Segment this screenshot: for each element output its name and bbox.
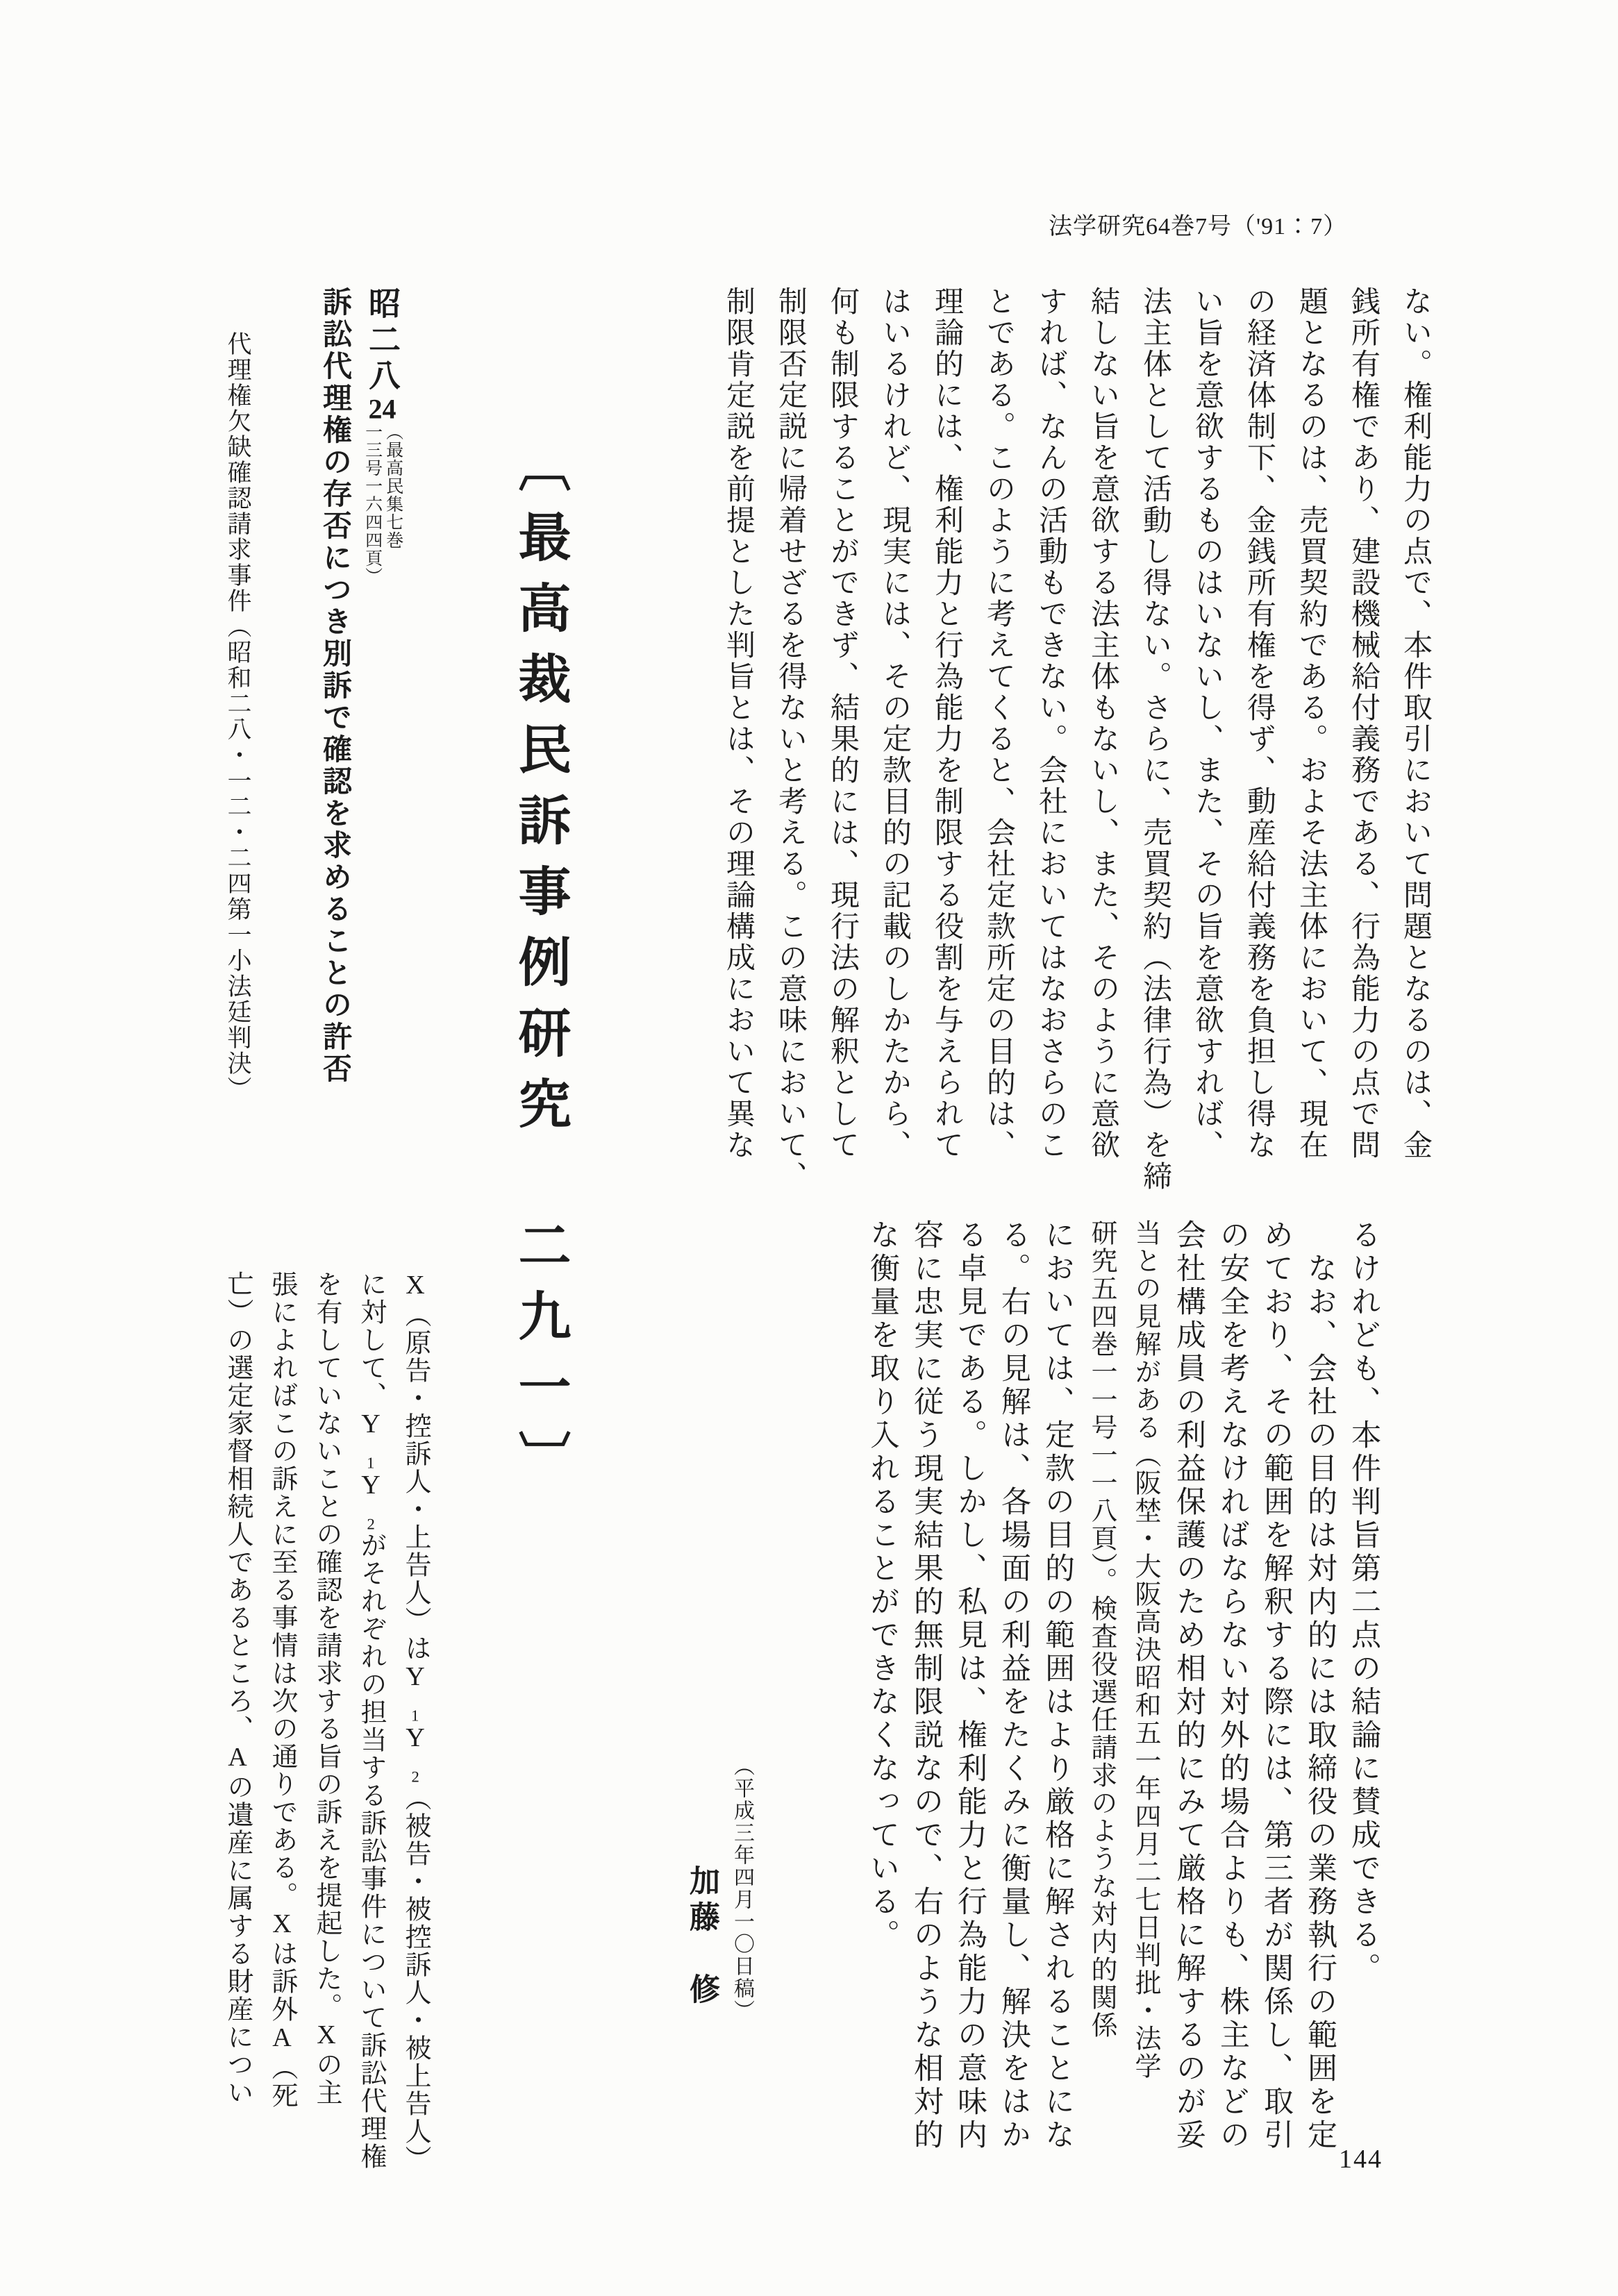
text-line: 亡）の選定家督相続人であるところ、Aの遺産に属する財産につい xyxy=(223,1271,252,2106)
text-line: るけれども、本件判旨第二点の結論に賛成できる。 xyxy=(1347,1219,1380,1986)
text-line: を有していないことの確認を請求する旨の訴えを提起した。Xの主 xyxy=(312,1271,341,2106)
manuscript-date: （平成三年四月一〇日稿） xyxy=(731,1755,753,2022)
text-line: 何も制限することができず、結果的には、現行法の解釈として xyxy=(826,286,858,1161)
prev-note-paragraph-1 xyxy=(694,286,1441,1192)
text-line: 制限肯定説を前提とした判旨とは、その理論構成において異な xyxy=(722,286,754,1161)
text-line: の安全を考えなければならない対外的場合よりも、株主などの xyxy=(1216,1219,1249,2152)
text-line: X（原告・控訴人・上告人）はY₁Y₂（被告・被控訴人・被上告人） xyxy=(401,1271,430,2173)
text-line: においては、定款の目的の範囲はより厳格に解されることにな xyxy=(1041,1219,1074,2152)
journal-issue-header: 法学研究64巻7号（'91：7） xyxy=(1049,214,1348,240)
page-number: 144 xyxy=(1339,2145,1383,2174)
text-line: い旨を意欲するものはいないし、また、その旨を意欲すれば、 xyxy=(1191,286,1223,1161)
case-citation-line-1: （最高民集七巻 xyxy=(383,423,403,549)
series-title: 〔最高裁民訴事例研究 二九一〕 xyxy=(510,439,569,1501)
text-line: ない。権利能力の点で、本件取引において問題となるのは、金 xyxy=(1399,286,1431,1161)
text-line: 制限否定説に帰着せざるを得ないと考える。この意味において、 xyxy=(774,286,806,1192)
text-line: とである。このように考えてくると、会社定款所定の目的は、 xyxy=(983,286,1015,1161)
text-line: すれば、なんの活動もできない。会社においてはなおさらのこ xyxy=(1035,286,1067,1161)
case-subheading: 代理権欠缺確認請求事件（昭和二八・一二・二四第一小法廷判決） xyxy=(224,331,251,1102)
text-line: の経済体制下、金銭所有権を得ず、動産給付義務を負担し得な xyxy=(1243,286,1275,1161)
case-facts xyxy=(208,1271,437,2173)
text-line: 張によればこの訴えに至る事情は次の通りである。Xは訴外A（死 xyxy=(267,1271,297,2109)
case-citation xyxy=(362,423,403,596)
text-line: 会社構成員の利益保護のため相対的にみて厳格に解するのが妥 xyxy=(1172,1219,1205,2152)
text-line: な衡量を取り入れることができなくなっている。 xyxy=(866,1219,899,1952)
text-line-citation: 当との見解がある（阪埜・大阪高決昭和五一年四月二七日判批・法学 xyxy=(1131,1219,1160,2080)
text-line: 題となるのは、売買契約である。およそ法主体において、現在 xyxy=(1295,286,1327,1161)
text-line: る卓見である。しかし、私見は、権利能力と行為能力の意味内 xyxy=(953,1219,986,2152)
text-line-citation: 研究五四巻一一号一一八頁）。検査役選任請求のような対内的関係 xyxy=(1087,1219,1116,2039)
author-name: 加藤 修 xyxy=(685,1865,719,2009)
text-line: る。右の見解は、各場面の利益をたくみに衡量し、解決をはか xyxy=(997,1219,1030,2152)
text-line: 法主体として活動し得ない。さらに、売買契約（法律行為）を締 xyxy=(1139,286,1171,1192)
text-line: はいるけれど、現実には、その定款目的の記載のしかたから、 xyxy=(878,286,910,1161)
case-heading: 訴訟代理権の存否につき別訴で確認を求めることの許否 xyxy=(319,287,351,1085)
case-citation-line-2: 一三号一六四四頁） xyxy=(362,423,382,585)
text-line: 理論的には、権利能力と行為能力を制限する役割を与えられて xyxy=(931,286,962,1161)
case-reference xyxy=(361,287,408,676)
text-line: なお、会社の目的は対内的には取締役の業務執行の範囲を定 xyxy=(1303,1219,1336,2152)
case-number: 24 xyxy=(368,395,397,423)
text-line: 銭所有権であり、建設機械給付義務である、行為能力の点で問 xyxy=(1347,286,1379,1161)
prev-note-paragraph-2 xyxy=(851,1219,1385,2153)
text-line: に対して、Y₁Y₂がそれぞれの担当する訴訟事件について訴訟代理権 xyxy=(356,1271,385,2170)
text-line: 容に忠実に従う現実結果的無制限説なので、右のような相対的 xyxy=(910,1219,942,2152)
text-line: めており、その範囲を解釈する際には、第三者が関係し、取引 xyxy=(1260,1219,1292,2152)
text-line: 結しない旨を意欲する法主体もないし、また、そのように意欲 xyxy=(1087,286,1119,1161)
case-label: 昭二八 xyxy=(365,287,400,395)
